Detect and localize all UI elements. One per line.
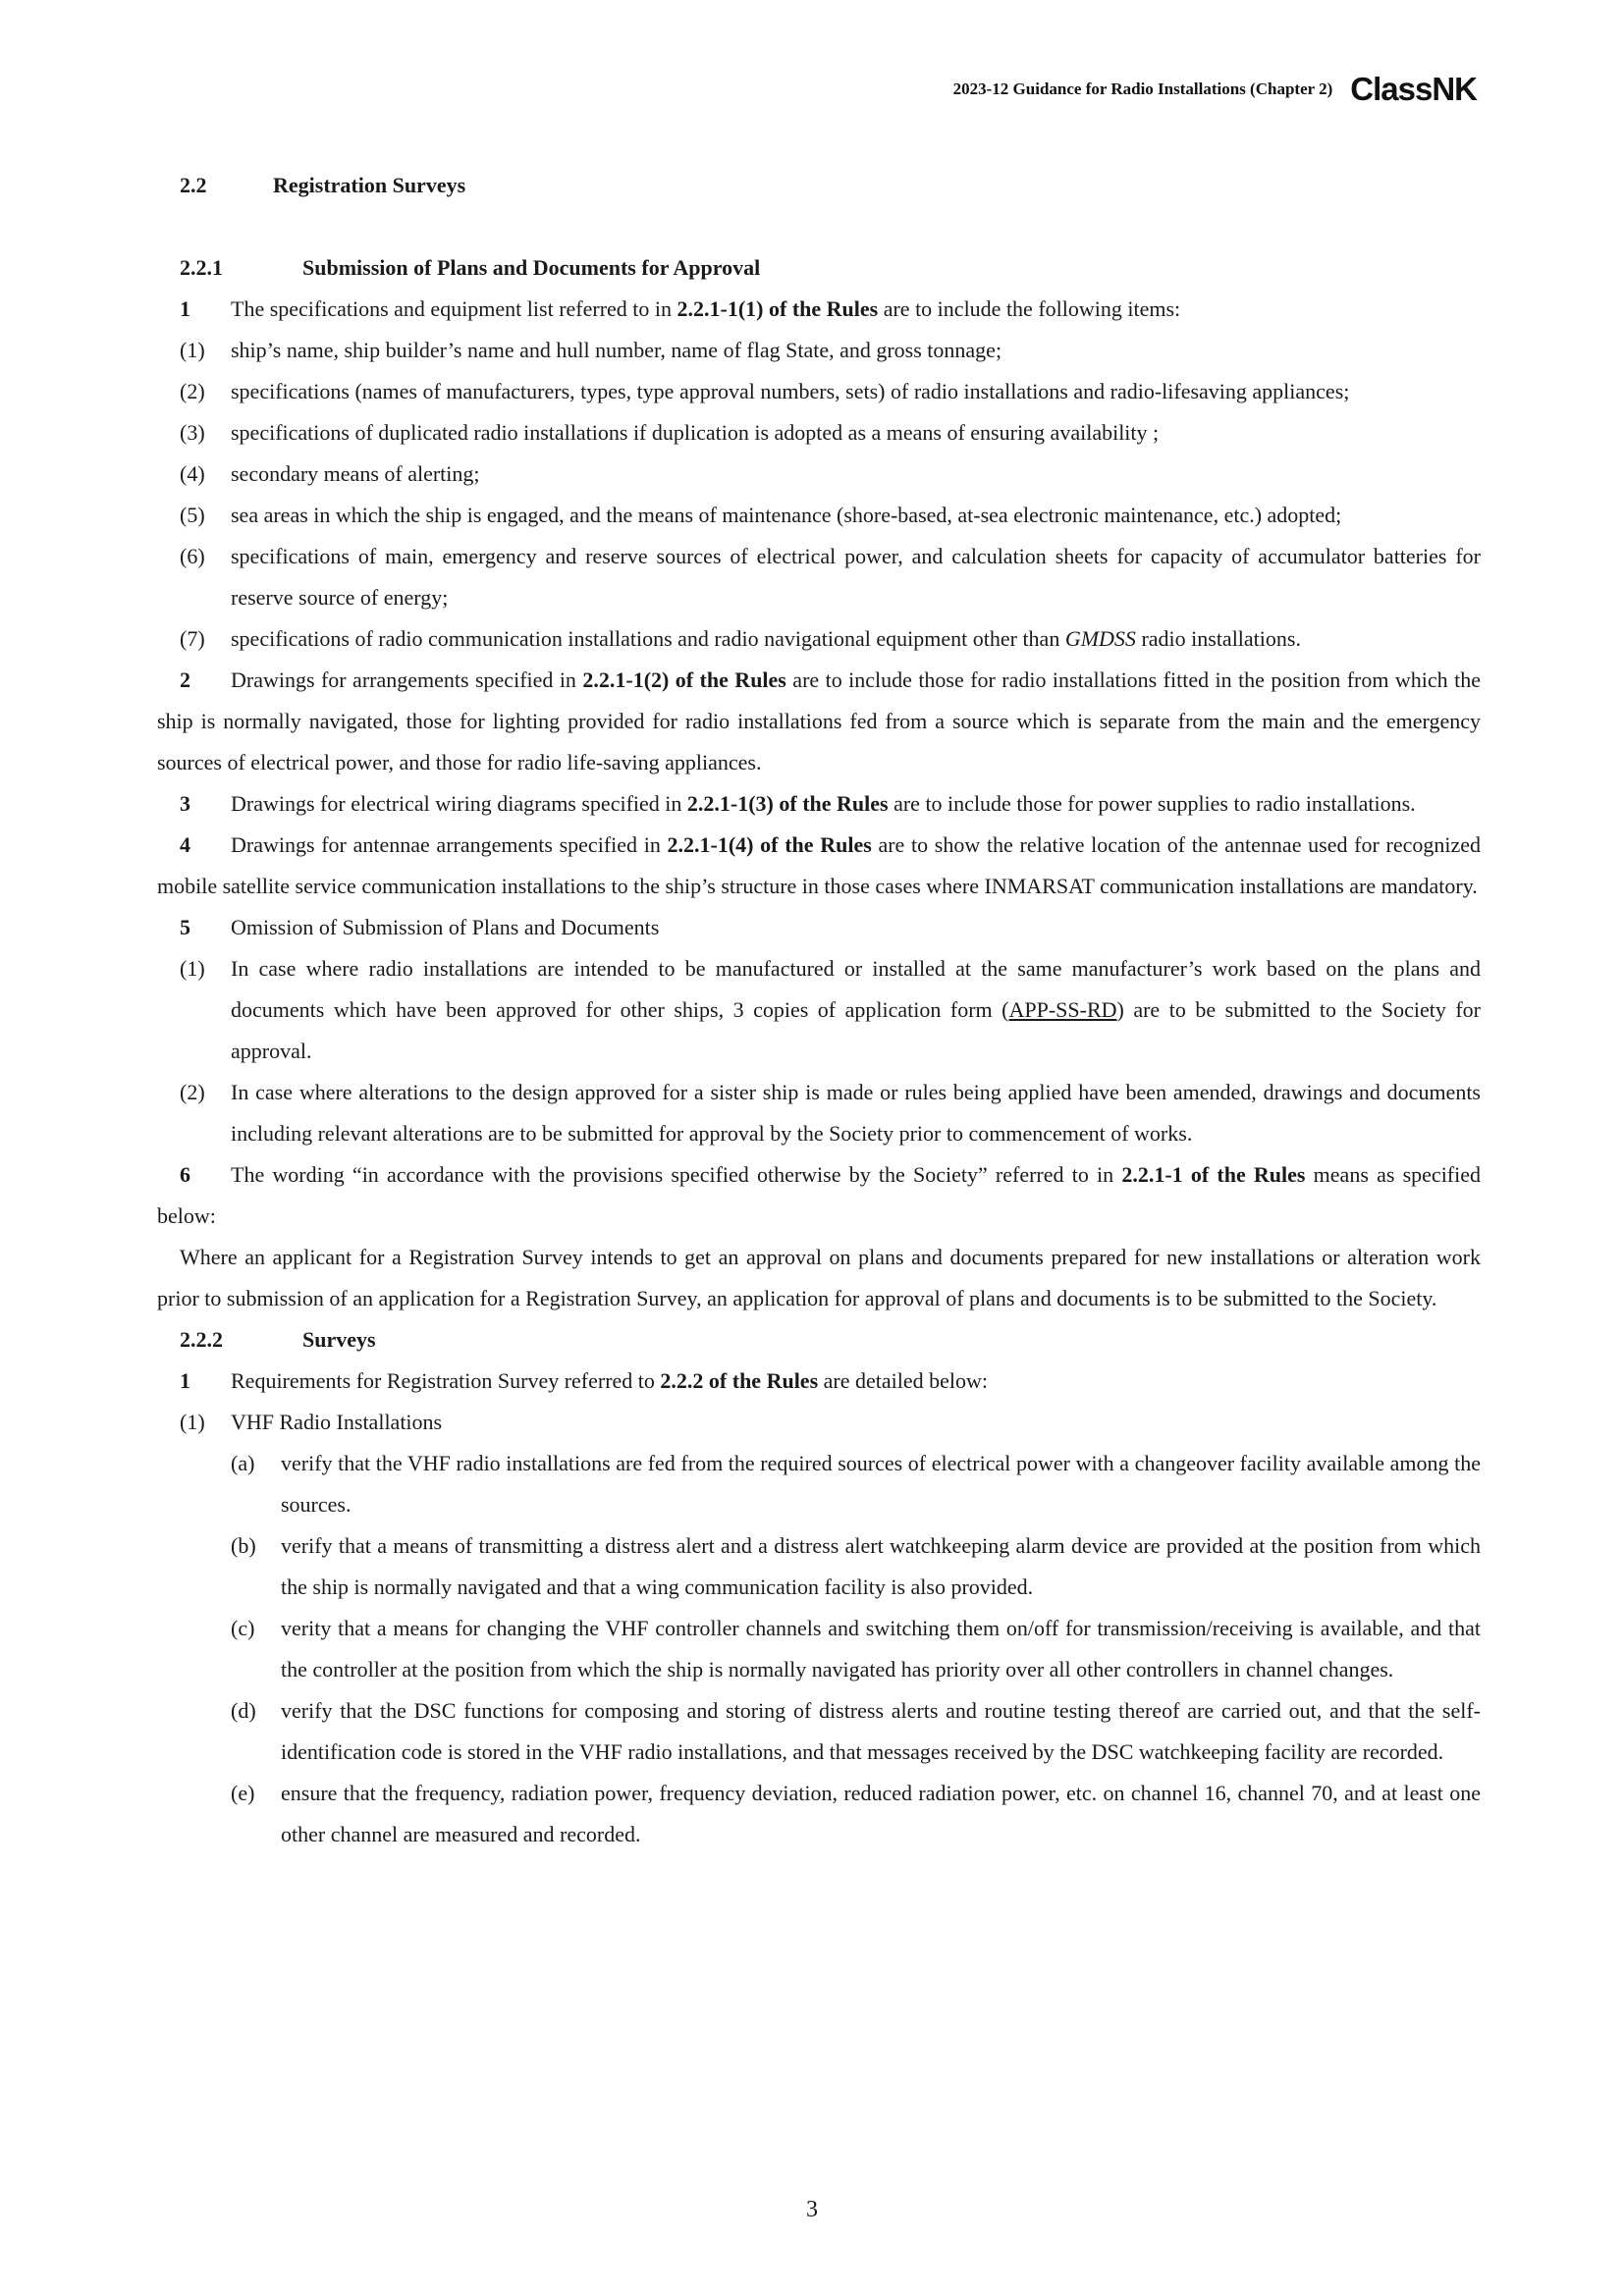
header-title: 2023-12 Guidance for Radio Installations (Chapter 2) [952,79,1333,98]
sub-item-label: (a) [231,1451,255,1475]
item-label: (5) [180,503,205,527]
item-text: secondary means of alerting; [231,461,480,486]
sub-item [157,1690,1481,1773]
paragraph-5 [157,907,1481,948]
paragraph-text: The specifications and equipment list referred to in [231,296,677,321]
section-heading [180,165,1481,206]
paragraph-text: are detailed below: [818,1368,989,1393]
paragraph-text: means as specified below: [157,1162,1482,1228]
item-text: VHF Radio Installations [231,1410,443,1434]
rule-reference: 2.2.1-1(4) of the Rules [667,832,872,857]
list-item [157,454,1481,495]
rule-reference: 2.2.1-1 of the Rules [1121,1162,1306,1187]
paragraph-4 [157,825,1481,907]
paragraph-text: Requirements for Registration Survey referred to [231,1368,661,1393]
sub-item-label: (d) [231,1698,256,1723]
sub-item [157,1443,1481,1525]
paragraph-text: are to show the relative location of the antennae used for recognized mobile satellite service communication installations to the ship’s structure in those cases where INMARSAT communication installations are mandatory. [157,832,1481,898]
sub-item-label: (e) [231,1781,255,1805]
item-text: specifications of duplicated radio installations if duplication is adopted as a means of ensuring availability ; [231,420,1160,445]
paragraph-text: Drawings for arrangements specified in [231,667,583,692]
paragraph-number: 2 [180,667,190,692]
subsection-heading-2-2-1 [180,247,1481,289]
sub-item-text: verify that the VHF radio installations are fed from the required sources of electrical power with a changeover facility available among the sources. [281,1451,1481,1517]
list-item [157,330,1481,371]
item-text: In case where radio installations are intended to be manufactured or installed at the same manufacturer’s work based on the plans and documents which have been approved for other ships, 3 copies of application form ( [231,956,1481,1022]
sub-item [157,1525,1481,1608]
item-text: radio installations. [1135,626,1301,651]
sub-item-text: verify that the DSC functions for composing and storing of distress alerts and routine testing thereof are carried out, and that the self-identification code is stored in the VHF radio installations, and that messages received by the DSC watchkeeping facility are recorded. [281,1698,1481,1764]
item-text: ) are to be submitted to the Society for approval. [231,997,1481,1063]
subsection-number: 2.2.2 [180,1327,223,1352]
rule-reference: 2.2.2 of the Rules [660,1368,819,1393]
paragraph-number: 3 [180,791,190,816]
sub-item-text: verity that a means for changing the VHF controller channels and switching them on/off for transmission/receiving is available, and that the controller at the position from which the ship is normally navigated has priority over all other controllers in channel changes. [281,1616,1481,1682]
section-number: 2.2 [180,173,207,197]
paragraph-number: 1 [180,1368,190,1393]
paragraph-number: 6 [180,1162,190,1187]
sub-item [157,1608,1481,1690]
paragraph-text: are to include those for power supplies to radio installations. [888,791,1416,816]
list-item [157,371,1481,412]
sub-item-text: ensure that the frequency, radiation power, frequency deviation, reduced radiation power, etc. on channel 16, channel 70, and at least one other channel are measured and recorded. [281,1781,1481,1846]
item-text: specifications of radio communication installations and radio navigational equipment other than [231,626,1065,651]
list-item [157,536,1481,618]
classnk-logo: ClassNK [1350,71,1477,107]
paragraph-text: are to include those for radio installations fitted in the position from which the ship is normally navigated, those for lighting provided for radio installations fed from a source which is separate from the main and the emergency sources of electrical power, and those for radio life-saving appliances. [157,667,1481,774]
paragraph-text: The wording “in accordance with the provisions specified otherwise by the Society” referred to in [231,1162,1122,1187]
list-item [157,495,1481,536]
page-content [157,157,1481,1855]
item-label: (1) [180,338,205,362]
section-title: Registration Surveys [273,173,466,197]
item-label: (6) [180,544,205,568]
paragraph-number: 1 [180,296,190,321]
item-text: specifications of main, emergency and reserve sources of electrical power, and calculation sheets for capacity of accumulator batteries for reserve source of energy; [231,544,1481,610]
subsection-number: 2.2.1 [180,255,223,280]
rule-reference: 2.2.1-1(1) of the Rules [677,296,879,321]
paragraph-1 [157,289,1481,330]
subsection-title: Surveys [302,1327,376,1352]
list-item [157,1072,1481,1154]
item-emphasis: GMDSS [1064,626,1136,651]
list-item [157,618,1481,660]
paragraph-1 [157,1361,1481,1402]
item-label: (2) [180,1080,205,1104]
item-text: specifications (names of manufacturers, types, type approval numbers, sets) of radio installations and radio-lifesaving appliances; [231,379,1350,403]
paragraph-6 [157,1154,1481,1237]
item-text: ship’s name, ship builder’s name and hull number, name of flag State, and gross tonnage; [231,338,1002,362]
item-text: In case where alterations to the design approved for a sister ship is made or rules being applied have been amended, drawings and documents including relevant alterations are to be submitted for approval by the Society prior to commencement of works. [231,1080,1481,1146]
paragraph-text: Drawings for electrical wiring diagrams specified in [231,791,687,816]
item-label: (1) [180,956,205,981]
sub-item [157,1773,1481,1855]
item-label: (4) [180,461,205,486]
item-text: sea areas in which the ship is engaged, and the means of maintenance (shore-based, at-sea electronic maintenance, etc.) adopted; [231,503,1342,527]
paragraph-2 [157,660,1481,783]
paragraph-6-body: Where an applicant for a Registration Survey intends to get an approval on plans and documents prepared for new installations or alteration work prior to submission of an application for a Registration Survey, an application for approval of plans and documents is to be submitted to the Society. [157,1245,1481,1310]
list-item [157,1402,1481,1443]
paragraph-text: are to include the following items: [878,296,1181,321]
page-header [953,73,1477,105]
paragraph-text: Drawings for antennae arrangements specified in [231,832,668,857]
sub-item-label: (c) [231,1616,255,1640]
paragraph-text: Omission of Submission of Plans and Documents [231,915,660,939]
item-label: (3) [180,420,205,445]
sub-item-text: verify that a means of transmitting a distress alert and a distress alert watchkeeping alarm device are provided at the position from which the ship is normally navigated and that a wing communication facility is also provided. [281,1533,1481,1599]
item-label: (1) [180,1410,205,1434]
list-item [157,948,1481,1072]
paragraph-number: 4 [180,832,190,857]
sub-item-label: (b) [231,1533,256,1558]
subsection-heading-2-2-2 [180,1319,1481,1361]
paragraph-number: 5 [180,915,190,939]
application-form-link[interactable]: APP-SS-RD [1008,997,1117,1022]
page-number: 3 [806,2197,818,2222]
rule-reference: 2.2.1-1(2) of the Rules [582,667,786,692]
paragraph-3 [157,783,1481,825]
item-label: (2) [180,379,205,403]
item-label: (7) [180,626,205,651]
rule-reference: 2.2.1-1(3) of the Rules [686,791,889,816]
subsection-title: Submission of Plans and Documents for Approval [302,255,761,280]
list-item [157,412,1481,454]
